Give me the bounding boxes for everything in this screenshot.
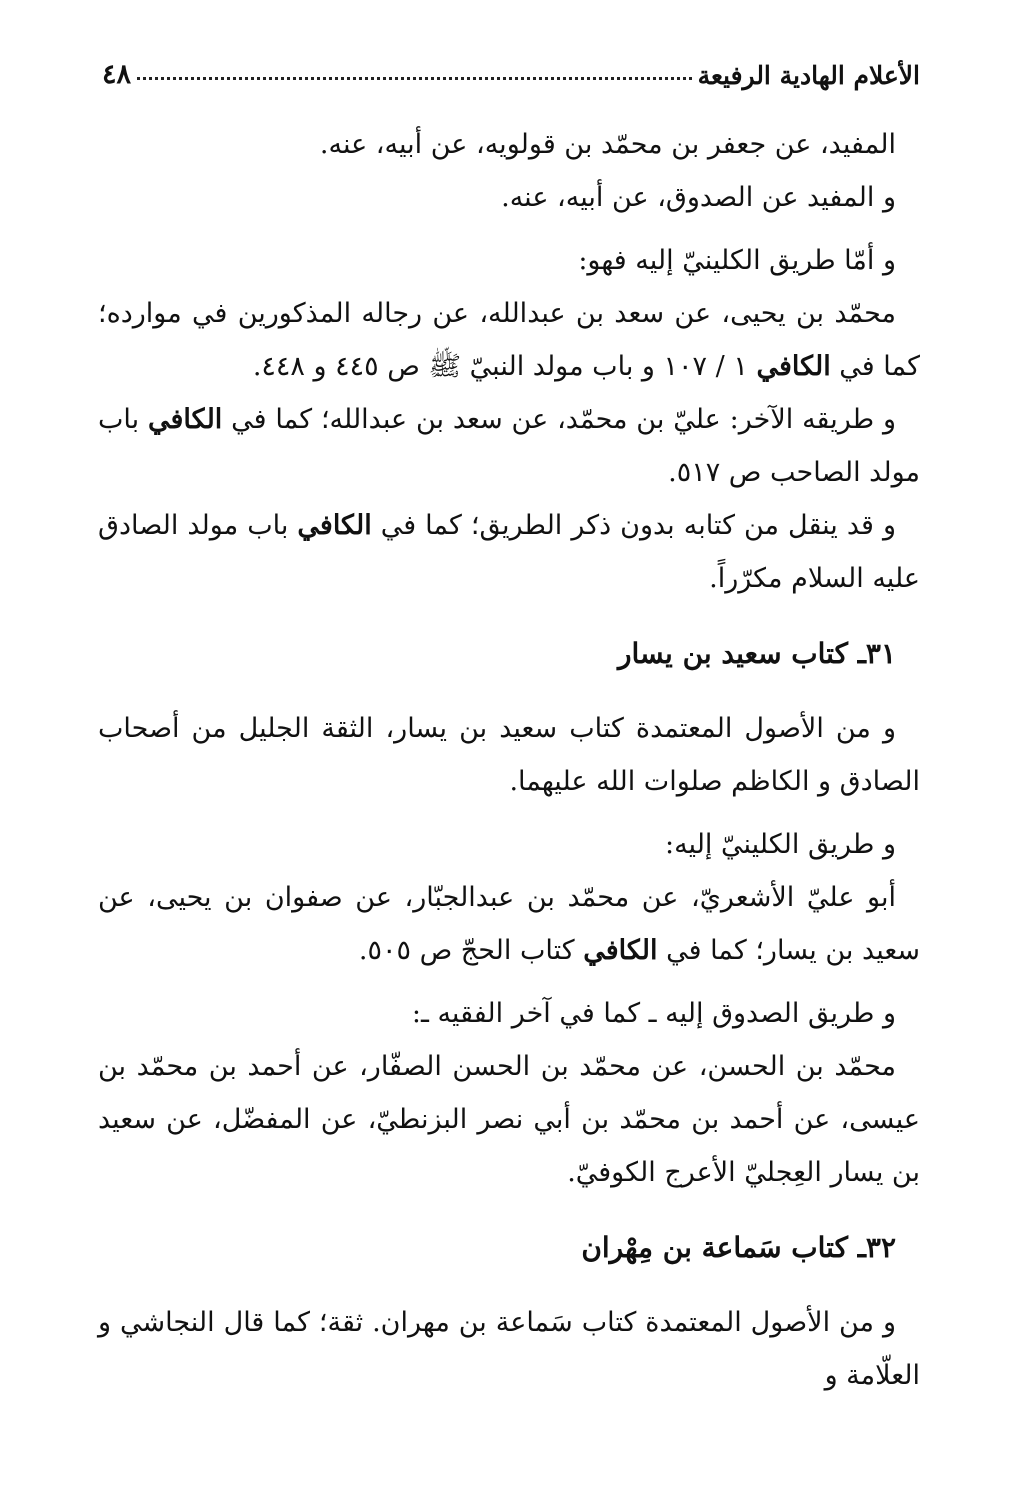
p6-text-b: باب مولد الصادق عليه السلام مكرّراً. [98, 510, 920, 594]
p5-text-b: باب مولد الصاحب ص ٥١٧. [98, 404, 920, 488]
paragraph-3: و أمّا طريق الكلينيّ إليه فهو: [578, 245, 896, 276]
paragraph-6 [98, 499, 920, 605]
p4-text-a: محمّد بن يحيى، عن سعد بن عبدالله، عن رجاله المذكورين في موارده؛ كما في [98, 298, 920, 382]
paragraph-9 [98, 871, 920, 977]
paragraph-7: و من الأصول المعتمدة كتاب سعيد بن يسار، الثقة الجليل من أصحاب الصادق و الكاظم صلوات الله عليهما. [98, 713, 920, 797]
p6-book-name: الكافي [297, 510, 372, 541]
header-title: الأعلام الهادية الرفيعة [697, 61, 920, 90]
running-header [98, 50, 920, 90]
paragraph-4 [98, 287, 920, 393]
header-leader-dots [137, 77, 692, 80]
paragraph-5 [98, 393, 920, 499]
paragraph-12: و من الأصول المعتمدة كتاب سَماعة بن مهران. ثقة؛ كما قال النجاشي و العلّامة و [98, 1307, 920, 1391]
page-body [98, 118, 920, 1402]
paragraph-10: و طريق الصدوق إليه ـ كما في آخر الفقيه ـ: [411, 998, 896, 1029]
p5-text-a: و طريقه الآخر: عليّ بن محمّد، عن سعد بن عبدالله؛ كما في [222, 404, 896, 435]
paragraph-2: و المفيد عن الصدوق، عن أبيه، عنه. [501, 182, 896, 213]
p9-text-a: أبو عليّ الأشعريّ، عن محمّد بن عبدالجبّار، عن صفوان بن يحيى، عن سعيد بن يسار؛ كما في [98, 882, 920, 966]
section-heading-31: ٣١ـ كتاب سعيد بن يسار [618, 637, 896, 670]
section-heading-32: ٣٢ـ كتاب سَماعة بن مِهْران [581, 1231, 896, 1264]
paragraph-11: محمّد بن الحسن، عن محمّد بن الحسن الصفّار، عن أحمد بن محمّد بن عيسى، عن أحمد بن محمّد بن أبي نصر البزنطيّ، عن المفضّل، عن سعيد بن يسار العِجليّ الأعرج الكوفيّ. [98, 1051, 920, 1188]
p4-book-name: الكافي [756, 351, 831, 382]
p4-text-b: ١ / ١٠٧ و باب مولد النبيّ ﷺ ص ٤٤٥ و ٤٤٨. [252, 351, 757, 382]
paragraph-8: و طريق الكلينيّ إليه: [664, 829, 896, 860]
p6-text-a: و قد ينقل من كتابه بدون ذكر الطريق؛ كما في [371, 510, 896, 541]
p9-text-b: كتاب الحجّ ص ٥٠٥. [358, 935, 584, 966]
p9-book-name: الكافي [583, 935, 658, 966]
page-number: ٤٨ [102, 59, 132, 90]
paragraph-1: المفيد، عن جعفر بن محمّد بن قولويه، عن أبيه، عنه. [319, 129, 896, 160]
p5-book-name: الكافي [148, 404, 223, 435]
